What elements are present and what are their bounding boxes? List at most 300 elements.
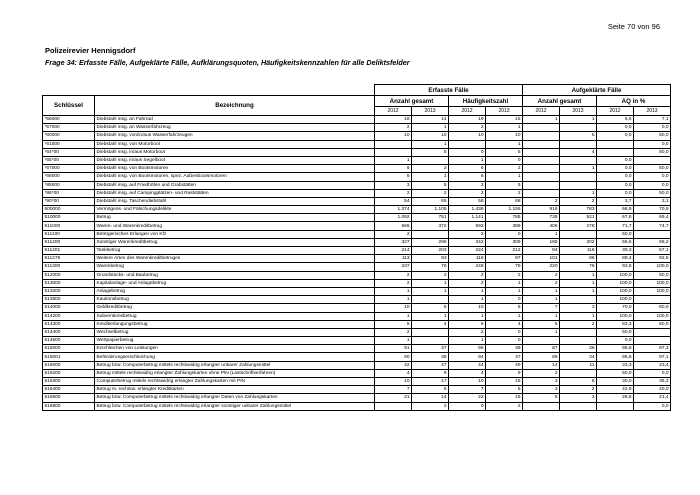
row-value: 50,0 [634,271,671,279]
table-row [43,320,671,328]
row-value: 6 [523,394,560,402]
row-value [634,156,671,164]
row-value: 60,0 [634,304,671,312]
row-value: 34 [560,353,597,361]
table-row [43,255,671,263]
row-label: Diebstahl insg. von Bootsmotoren [95,165,375,173]
row-key: 511200 [43,238,95,246]
table-row [43,394,671,402]
row-label: Kautionsbetrug [95,296,375,304]
row-label: Betrug bzw. Computerbetrug mittels rechtswidrig erlangter Daten von Zahlungskarten [95,394,375,402]
row-label: Diebstahl insg. Taschendiebstahl [95,197,375,205]
row-key: 516900 [43,402,95,410]
row-value: 44 [449,361,486,369]
row-value: 0,0 [597,337,634,345]
row-value [560,181,597,189]
row-key: 514400 [43,328,95,336]
row-label: Diebstahl insg. an Wasserfahrzeug [95,124,375,132]
row-value: 6 [375,165,412,173]
row-value: 1 [523,328,560,336]
row-value: 40,0 [634,386,671,394]
row-value: 372 [412,222,449,230]
row-value: 5 [486,148,523,156]
row-value: 50,0 [597,328,634,336]
row-value: 17 [412,378,449,386]
row-value: 1 [560,287,597,295]
row-value: 5 [486,181,523,189]
row-value: 5 [412,304,449,312]
row-value: 3 [523,386,560,394]
row-label: Diebstahl insg. an Fahrrad [95,116,375,124]
row-key: *61000 [43,140,95,148]
row-label: Diebstahl insg. in/aus Segelboot [95,156,375,164]
row-value: 54 [375,197,412,205]
row-value: 278 [560,222,597,230]
row-value: 1 [375,156,412,164]
row-value [634,337,671,345]
row-value: 406 [523,222,560,230]
table-row [43,312,671,320]
row-value: 6 [375,320,412,328]
row-value: 2 [375,124,412,132]
row-key: *60000 [43,132,95,140]
row-value: 0 [486,328,523,336]
row-key: 512000 [43,271,95,279]
row-key: *57000 [43,124,95,132]
row-value: 919 [523,206,560,214]
row-value: 2 [375,279,412,287]
row-label: Tankbetrug [95,247,375,255]
row-value: 5,6 [597,116,634,124]
row-value: 3 [449,181,486,189]
row-value: 10 [375,378,412,386]
row-value: 1 [486,312,523,320]
row-value: 5 [486,304,523,312]
row-value: 2 [449,271,486,279]
row-value: 100,0 [634,263,671,271]
row-value: 1 [523,230,560,238]
row-key: *56000 [43,116,95,124]
row-label: Wechselbetrug [95,328,375,336]
row-key: 514200 [43,312,95,320]
row-value: 521 [560,214,597,222]
row-value: 0 [486,156,523,164]
table-row [43,361,671,369]
row-label: Kapitalanlage- und Anlagebetrug [95,279,375,287]
row-value: 2 [375,230,412,238]
row-value: 50,0 [634,165,671,173]
table-row [43,124,671,132]
row-value: 70,9 [634,206,671,214]
row-value: 14 [523,361,560,369]
row-value: 1 [375,337,412,345]
row-key: 516400 [43,386,95,394]
row-value: 3 [560,304,597,312]
row-value: 0 [486,337,523,345]
row-label: Diebstahl insg. von Bootsmotoren, spez. Außenbootsmotoren [95,173,375,181]
row-value: 0 [449,402,486,410]
row-value [560,230,597,238]
row-value: 10 [412,132,449,140]
row-value: 100,0 [634,279,671,287]
row-value: 87 [523,345,560,353]
row-key: 513500 [43,296,95,304]
row-value: 0 [449,148,486,156]
row-value: 97,3 [634,345,671,353]
table-row [43,247,671,255]
header-row-sub [43,96,671,107]
row-value: 7 [449,386,486,394]
row-value: 1 [560,279,597,287]
row-value: 1 [449,337,486,345]
row-label: Betrügerisches Erlangen von Kfz [95,230,375,238]
row-value: 309 [486,238,523,246]
row-key: *65*00 [43,156,95,164]
row-value [523,148,560,156]
row-value: 1 [449,287,486,295]
table-row [43,386,671,394]
row-value: 2 [523,279,560,287]
row-value: 68,2 [634,238,671,246]
row-value: 3,7 [597,197,634,205]
row-value: 1 [560,189,597,197]
row-value: 10 [449,304,486,312]
table-row [43,116,671,124]
row-value [523,337,560,345]
row-value: 1 [486,124,523,132]
row-value [523,173,560,181]
row-value: 1 [375,296,412,304]
table-row [43,214,671,222]
header-year: 2013 [560,107,597,116]
row-value: 5 [560,132,597,140]
row-value: 57,1 [634,247,671,255]
row-value [634,230,671,238]
table-row [43,140,671,148]
row-key: 511100 [43,230,95,238]
row-value: 95,6 [597,345,634,353]
table-row [43,165,671,173]
row-value: 592 [449,222,486,230]
row-value: 100,0 [597,296,634,304]
row-value: 11 [560,361,597,369]
question-title: Frage 34: Erfasste Fälle, Aufgeklärte Fälle, Aufklärungsquoten, Häufigkeitskennzahlen für alle Deliktsfelder [45,58,410,67]
row-value: 10 [375,132,412,140]
row-value: 0,0 [634,402,671,410]
row-value: 214 [375,247,412,255]
row-value: 220 [523,263,560,271]
row-value [523,165,560,173]
row-value: 2 [486,189,523,197]
row-value: 21 [375,394,412,402]
row-value [412,296,449,304]
row-value: 22 [449,394,486,402]
row-value [560,140,597,148]
row-value: 80,0 [634,148,671,156]
row-value: 1 [523,312,560,320]
row-value: 0,0 [634,173,671,181]
row-value [412,230,449,238]
row-key: 515001 [43,353,95,361]
header-year: 2012 [523,107,560,116]
row-key: *86*00 [43,189,95,197]
row-value: 1 [412,140,449,148]
row-key: 516300 [43,378,95,386]
row-value: 67,6 [597,214,634,222]
row-value: 1 [523,287,560,295]
row-value: 7 [523,304,560,312]
row-value: 33,3 [597,361,634,369]
row-value: 327 [375,238,412,246]
row-value: 2 [486,271,523,279]
row-value: 3 [375,181,412,189]
row-value: 296 [412,238,449,246]
row-label: Erschleichen von Leistungen [95,345,375,353]
row-value: 2 [375,328,412,336]
row-value [560,369,597,377]
row-value: 1 [412,279,449,287]
row-key: 500000 [43,206,95,214]
header-haeufigkeitszahl: Häufigkeitszahl [449,96,523,107]
row-value [560,296,597,304]
row-value: 35,3 [634,378,671,386]
table-row [43,287,671,295]
table-row [43,132,671,140]
row-value: 4 [486,320,523,328]
row-value: 1 [449,156,486,164]
row-value: 23,4 [634,361,671,369]
row-value: 751 [412,214,449,222]
row-value: 10 [375,304,412,312]
row-key: 514000 [43,304,95,312]
row-value: 0 [486,230,523,238]
header-bezeichnung: Bezeichnung [95,96,375,116]
row-value: 70,0 [597,304,634,312]
row-value: 36 [560,345,597,353]
row-value: 1 [560,271,597,279]
row-label: Beförderungserschleichung [95,353,375,361]
row-value: 39,3 [597,247,634,255]
row-value: 2 [449,124,486,132]
row-value: 0,0 [597,165,634,173]
row-value: 1 [560,312,597,320]
row-value: 19 [449,116,486,124]
row-value: 1 [486,140,523,148]
row-label: Warenbetrug [95,263,375,271]
row-value: 74,7 [634,222,671,230]
row-value [412,337,449,345]
row-label: Geldkreditbetrug [95,304,375,312]
row-value: 10 [449,132,486,140]
row-key: *64*00 [43,148,95,156]
row-value: 92,5 [634,255,671,263]
row-value: 0,0 [597,181,634,189]
table-row [43,378,671,386]
row-value: 5 [523,320,560,328]
row-value: 66,9 [597,206,634,214]
row-key: 516500 [43,394,95,402]
row-value: 5 [486,386,523,394]
row-value: 1 [560,165,597,173]
row-key: 516000 [43,361,95,369]
row-value: 2 [412,189,449,197]
row-label: Wertpapierbetrug [95,337,375,345]
row-value: 15 [486,394,523,402]
header-year: 2012 [597,107,634,116]
row-value: 7 [375,386,412,394]
row-value: 91 [375,345,412,353]
row-value: 2 [523,197,560,205]
row-value: 1 [560,116,597,124]
row-value: 203 [412,247,449,255]
row-value [375,402,412,410]
header-aufgeklaerte-faelle: Aufgeklärte Fälle [523,85,671,96]
row-label: Diebstahl insg. auf Campingplätzen- und Raststätten [95,189,375,197]
row-value: 0,0 [634,181,671,189]
row-value: 0,0 [597,189,634,197]
row-value [560,173,597,181]
row-value: 1 [412,124,449,132]
row-value: 566 [375,222,412,230]
row-value: 76 [412,263,449,271]
row-value: 14 [412,394,449,402]
row-value: 79 [486,263,523,271]
row-value: 56,6 [597,238,634,246]
row-value: 3 [523,378,560,386]
row-label: Weitere Arten des Warenkreditbetruges [95,255,375,263]
table-row [43,156,671,164]
row-value: 1.436 [449,206,486,214]
row-value: 116 [560,247,597,255]
row-key: 515000 [43,345,95,353]
row-value: 0 [486,296,523,304]
table-row [43,173,671,181]
row-value: 2 [375,189,412,197]
row-value: 113 [375,255,412,263]
row-value: 783 [560,206,597,214]
row-key: 513200 [43,287,95,295]
row-label: Anlagebetrug [95,287,375,295]
row-value: 69,4 [634,214,671,222]
row-value: 5 [412,386,449,394]
row-value: 86 [523,353,560,361]
row-value: 2 [449,279,486,287]
header-erfasste-faelle: Erfasste Fälle [375,85,523,96]
row-value: 100,0 [597,279,634,287]
page-number: Seite 70 von 96 [607,22,660,31]
header-schluessel: Schlüssel [43,96,95,116]
table-row [43,369,671,377]
row-value: 56 [449,197,486,205]
row-value: 1 [486,287,523,295]
row-value: 248 [449,263,486,271]
row-value: 100,0 [597,287,634,295]
row-label: Betrug m. rechtsw. erlangter Kreditkarten [95,386,375,394]
row-value: 2 [560,320,597,328]
row-value: 50,0 [597,369,634,377]
table-row [43,296,671,304]
row-value [634,328,671,336]
table-row [43,402,671,410]
row-label: Kreditierlangungsbetrug [95,320,375,328]
table-row [43,181,671,189]
row-value: 84 [523,247,560,255]
row-value: 2 [560,386,597,394]
table-row [43,353,671,361]
row-value: 68 [486,197,523,205]
row-key: 511201 [43,247,95,255]
row-value: 0,0 [634,124,671,132]
row-value: 76 [560,263,597,271]
row-value: 1 [412,173,449,181]
row-value: 2 [412,402,449,410]
row-value [375,140,412,148]
row-value: 15 [486,116,523,124]
row-value: 65 [412,197,449,205]
row-value: 6 [449,173,486,181]
row-value: 342 [449,238,486,246]
table-row [43,238,671,246]
header-year: 2013 [486,107,523,116]
row-value: 4 [375,369,412,377]
row-label: Diebstahl insg. auf Friedhöfen und Grabstätten [95,181,375,189]
table-row [43,263,671,271]
row-key: 510000 [43,214,95,222]
row-label: Diebstahl insg. von/in/aus Wasserfahrzeugen [95,132,375,140]
row-label: Betrug bzw. Computerbetrug mittels rechtswidrig erlangter unbarer Zahlungsmittel [95,361,375,369]
table-row [43,304,671,312]
row-value: 5 [412,181,449,189]
row-value: 1 [449,312,486,320]
row-value: 2 [375,271,412,279]
row-value [523,124,560,132]
row-value: 10 [486,132,523,140]
row-value: 94 [449,353,486,361]
table-row [43,197,671,205]
row-value: 90 [375,353,412,361]
row-value: 212 [486,247,523,255]
row-value: 6 [560,378,597,386]
row-value [560,328,597,336]
row-value: 95 [449,345,486,353]
row-label: Waren- und Warenkreditbetrug [95,222,375,230]
table-row [43,345,671,353]
row-value [449,140,486,148]
row-value: 92,8 [597,263,634,271]
row-label: Diebstahl insg. in/aus Motorboot [95,148,375,156]
row-value: 202 [560,238,597,246]
row-value: 237 [375,263,412,271]
row-value: 37 [486,353,523,361]
row-value: 1 [375,287,412,295]
row-value: 83,3 [597,320,634,328]
row-value: 2 [560,197,597,205]
row-value [597,140,634,148]
table-row [43,189,671,197]
row-key: 514300 [43,320,95,328]
row-value: 9 [412,369,449,377]
row-value: 93 [412,255,449,263]
table-row [43,271,671,279]
row-value: 3,1 [634,197,671,205]
row-key: *68000 [43,173,95,181]
row-value: 1 [486,279,523,287]
row-value [560,124,597,132]
row-value: 7,1 [634,116,671,124]
row-value [523,181,560,189]
row-value: 47 [412,361,449,369]
row-value: 30,0 [597,378,634,386]
